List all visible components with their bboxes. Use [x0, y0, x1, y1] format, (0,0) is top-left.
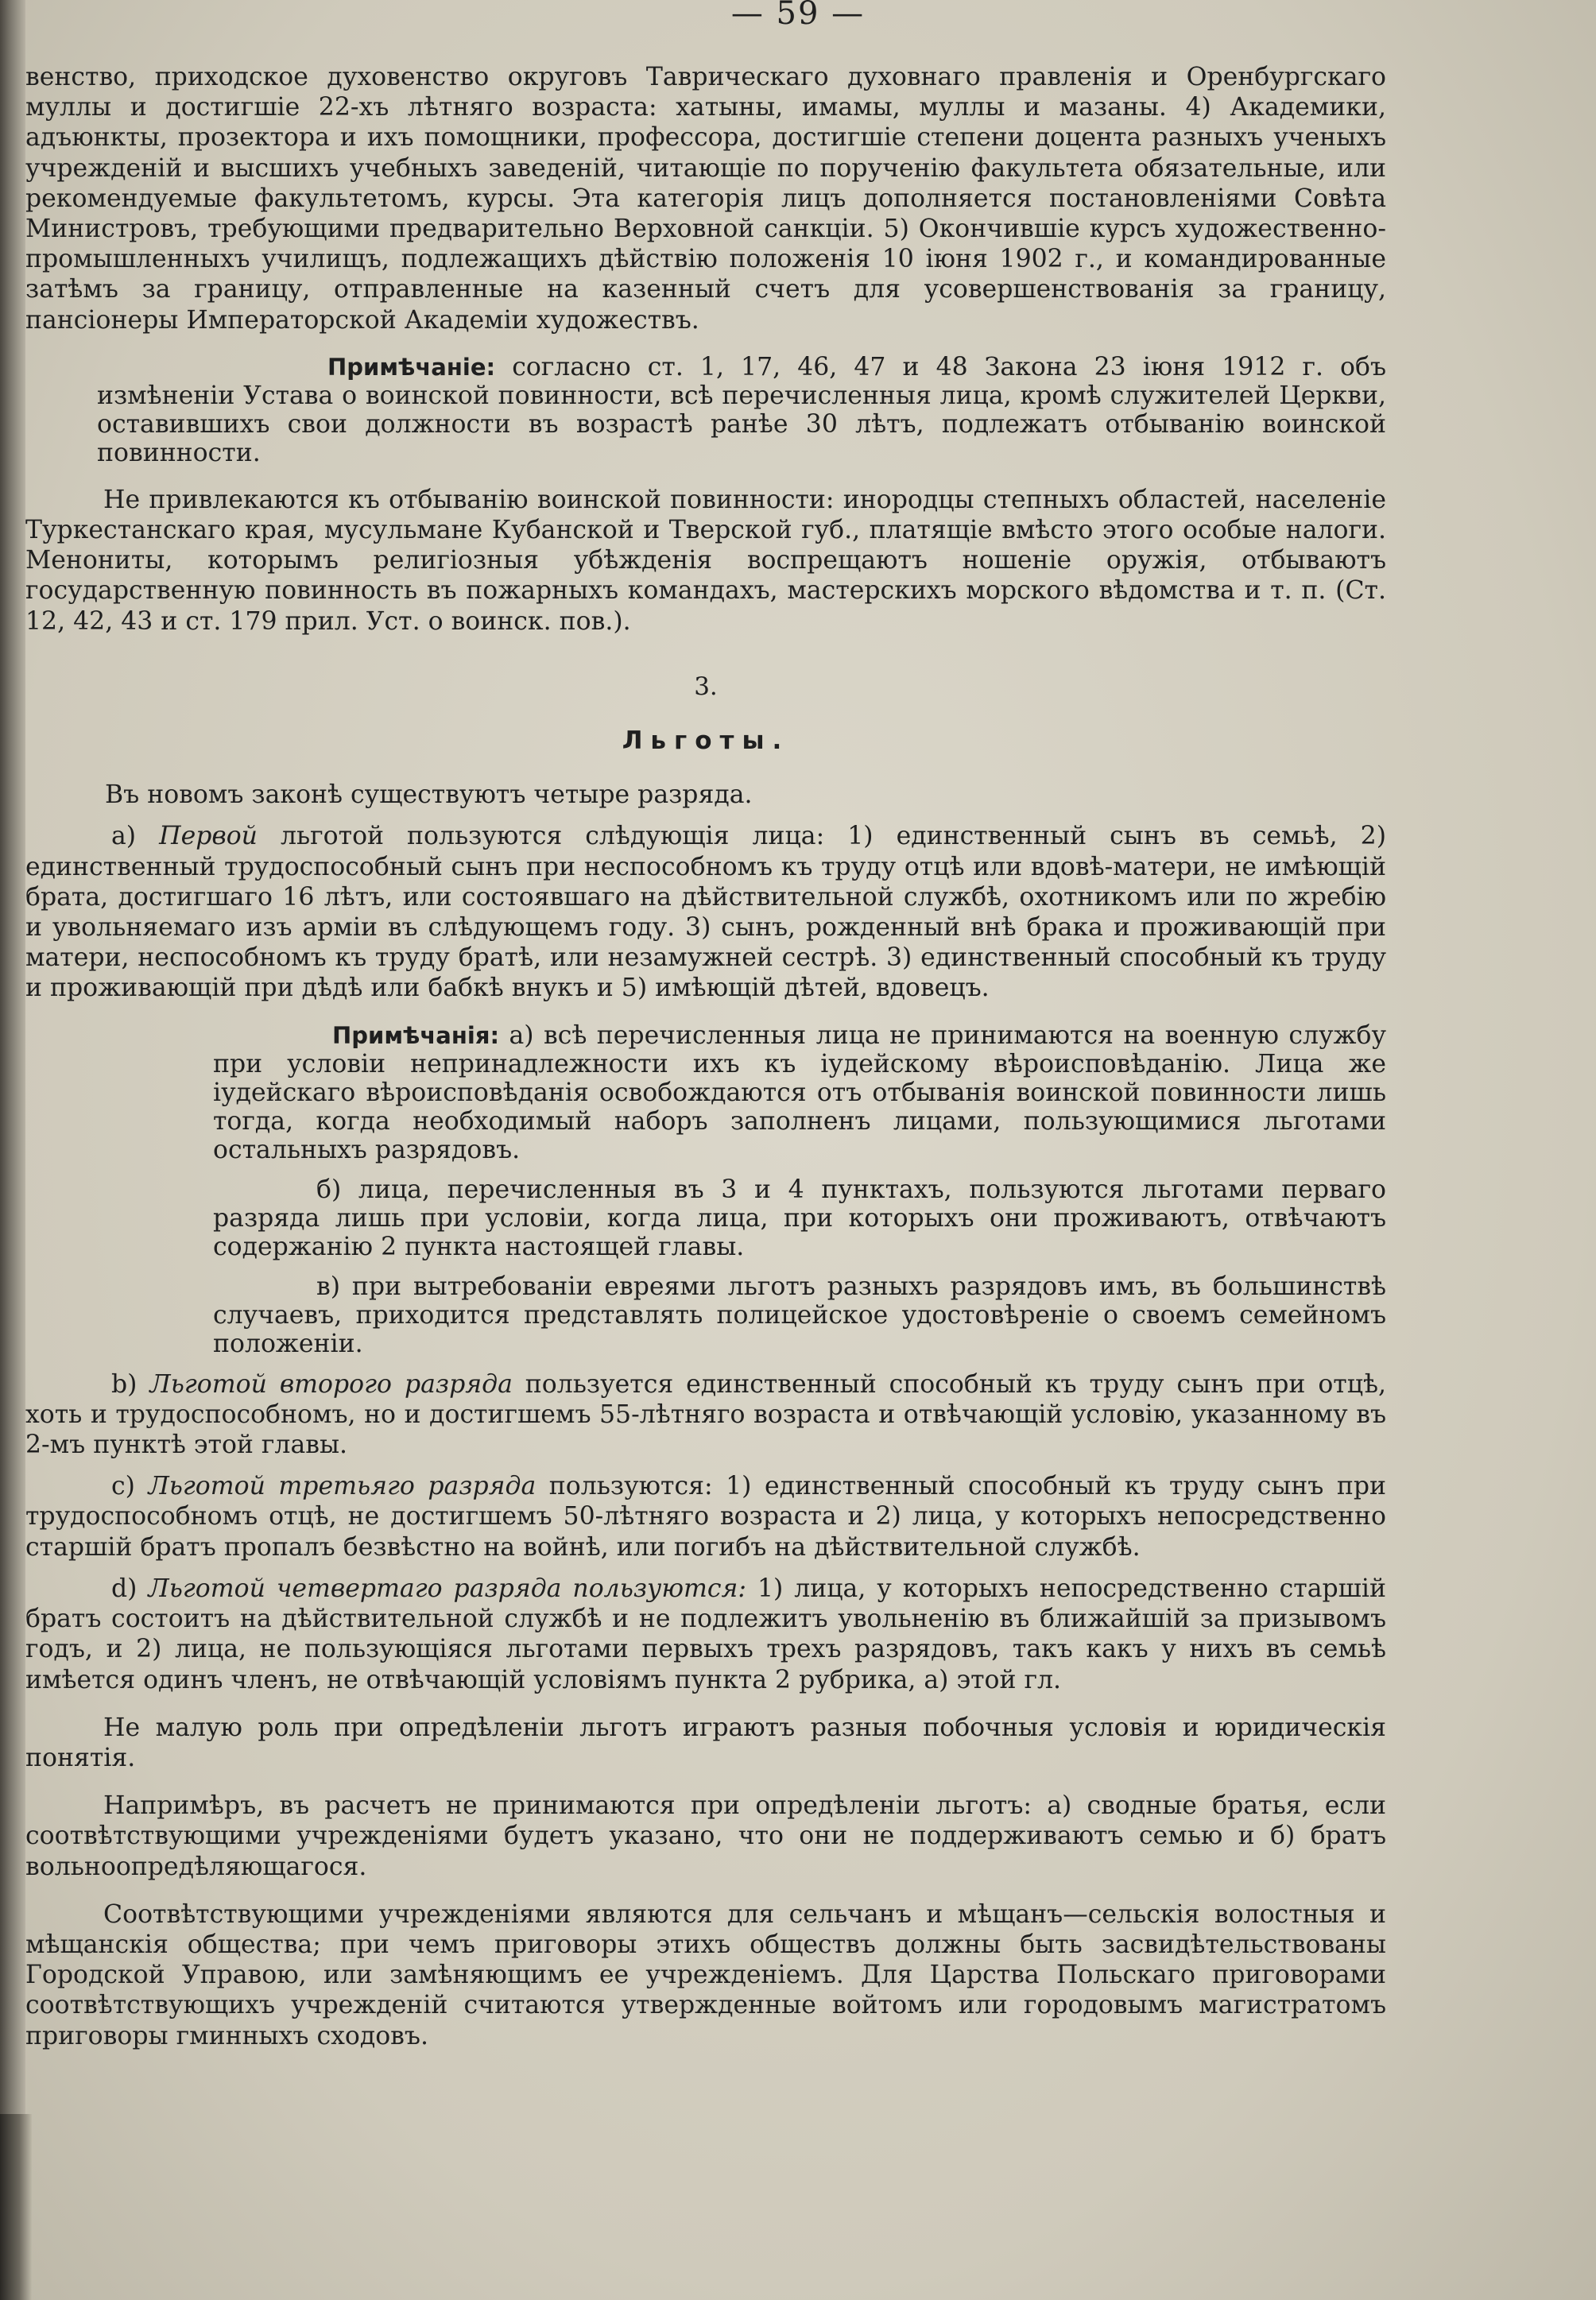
item-c-prefix: c) — [111, 1472, 149, 1501]
book-spine-shadow — [0, 0, 25, 2300]
item-b-lead: Льготой второго разряда — [149, 1369, 513, 1399]
item-c-paragraph — [25, 1471, 1386, 1562]
notes-label: Примѣчанія: — [332, 1021, 500, 1049]
note-a-paragraph — [213, 1021, 1386, 1164]
note-text: согласно ст. 1, 17, 46, 47 и 48 Закона 23 іюня 1912 г. объ измѣненіи Устава о воинской повинности, всѣ перечисленныя лица, кромѣ служителей Церкви, оставившихъ свои должности въ возрастѣ ранѣе 30 лѣтъ, подлежатъ отбыванію воинской повинности. — [97, 352, 1386, 467]
item-d-prefix: d) — [111, 1574, 149, 1603]
section-title: Льготы. — [622, 726, 790, 756]
role-paragraph: Не малую роль при опредѣленіи льготъ играютъ разныя побочныя условія и юридическія понятія. — [25, 1713, 1386, 1772]
note-paragraph — [97, 353, 1386, 467]
example-paragraph: Напримѣръ, въ расчетъ не принимаются при опредѣленіи льготъ: а) сводные братья, если соотвѣтствующими учрежденіями будетъ указано, что они не поддерживаютъ семью и б) братъ вольноопредѣляющагося. — [25, 1791, 1386, 1881]
item-a-text: льготой пользуются слѣдующія лица: 1) единственный сынъ въ семьѣ, 2) единственный трудоспособный сынъ при неспособномъ къ труду отцѣ или вдовѣ-матери, не имѣющій брата, достигшаго 16 лѣтъ, или состоявшаго на дѣйствительной службѣ, охотникомъ или по жребію и увольняемаго изъ арміи въ слѣдующемъ году. 3) сынъ, рожденный внѣ брака и проживающій при матери, неспособномъ къ труду братѣ, или незамужней сестрѣ. 3) единственный способный къ труду и проживающій при дѣдѣ или бабкѣ внукъ и 5) имѣющій дѣтей, вдовецъ. — [25, 822, 1386, 1003]
item-c-lead: Льготой третьяго разряда — [148, 1472, 537, 1501]
note-label: Примѣчаніе: — [327, 353, 496, 381]
item-c-text: пользуются: 1) единственный способный къ труду сынъ при трудоспособномъ отцѣ, не достигшемъ 50-лѣтняго возраста и 2) лица, у которыхъ непосредственно старшій братъ пропалъ безвѣстно на войнѣ, или погибъ на дѣйствительной службѣ. — [25, 1472, 1386, 1562]
book-spine-shadow-bottom — [0, 2114, 32, 2300]
opening-paragraph: венство, приходское духовенство округовъ Таврическаго духовнаго правленія и Оренбургскаго муллы и достигшіе 22-хъ лѣтняго возраста: хатыны, имамы, муллы и мазаны. 4) Академики, адъюнкты, прозектора и ихъ помощники, профессора, достигшіе степени доцента разныхъ ученыхъ учрежденій и высшихъ учебныхъ заведеній, читающіе по порученію факультета обязательные, или рекомендуемые факультетомъ, курсы. Эта категорія лицъ дополняется постановленіями Совѣта Министровъ, требующими предварительно Верховной санкціи. 5) Окончившіе курсъ художественно-промышленныхъ училищъ, подлежащихъ дѣйствію положенія 10 іюня 1902 г., и командированные затѣмъ за границу, отправленные на казенный счетъ для усовершенствованія за границу, пансіонеры Императорской Академіи художествъ. — [25, 63, 1386, 335]
item-d-lead: Льготой четвертаго разряда пользуются: — [148, 1574, 747, 1603]
page-number: — 59 — — [730, 0, 866, 32]
note-a-text: а) всѣ перечисленныя лица не принимаются на военную службу при условіи непринадлежности ихъ къ іудейскому вѣроисповѣданію. Лица же іудейскаго вѣроисповѣданія освобождаются отъ отбыванія воинской повинности лишь тогда, когда необходимый наборъ заполненъ лицами, пользующимися льготами остальныхъ разрядовъ. — [213, 1020, 1386, 1164]
page-body — [25, 62, 1386, 2051]
note-b-paragraph: б) лица, перечисленныя въ 3 и 4 пунктахъ, пользуются льготами перваго разряда лишь при условіи, когда лица, при которыхъ они проживаютъ, отвѣчаютъ содержанію 2 пункта настоящей главы. — [213, 1175, 1386, 1261]
item-b-text: пользуется единственный способный къ труду сынъ при отцѣ, хоть и трудоспособномъ, но и достигшемъ 55-лѣтняго возраста и отвѣчающій условію, указанному въ 2-мъ пунктѣ этой главы. — [25, 1369, 1386, 1460]
item-b-paragraph — [25, 1369, 1386, 1461]
item-a-lead: Первой — [159, 822, 258, 851]
institutions-paragraph: Соотвѣтствующими учрежденіями являются для сельчанъ и мѣщанъ—сельскія волостныя и мѣщанскія общества; при чемъ приговоры этихъ обществъ должны быть засвидѣтельствованы Городской Управою, или замѣняющимъ ее учрежденіемъ. Для Царства Польскаго приговорами соотвѣтствующихъ учрежденій считаются утвержденные войтомъ или городовымъ магистратомъ приговоры гминныхъ сходовъ. — [25, 1899, 1386, 2050]
exemption-paragraph: Не привлекаются къ отбыванію воинской повинности: инородцы степныхъ областей, населеніе Туркестанскаго края, мусульмане Кубанской и Тверской губ., платящіе вмѣсто этого особые налоги. Менониты, которымъ религіозныя убѣжденія воспрещаютъ ношеніе оружія, отбываютъ государственную повинность въ пожарныхъ командахъ, мастерскихъ морского вѣдомства и т. п. (Ст. 12, 42, 43 и ст. 179 прил. Уст. о воинск. пов.). — [25, 485, 1386, 636]
item-d-text: 1) лица, у которыхъ непосредственно старшій братъ состоитъ на дѣйствительной службѣ и не подлежитъ увольненію въ ближайшій за призывомъ годъ, и 2) лица, не пользующіяся льготами первыхъ трехъ разрядовъ, такъ какъ у нихъ въ семьѣ имѣется одинъ членъ, не отвѣчающій условіямъ пункта 2 рубрика, а) этой гл. — [25, 1574, 1386, 1694]
intro-paragraph: Въ новомъ законѣ существуютъ четыре разряда. — [105, 780, 753, 810]
item-b-prefix: b) — [111, 1369, 150, 1399]
notes-block — [213, 1021, 1386, 1358]
item-a-prefix: а) — [111, 822, 160, 851]
item-a-paragraph — [25, 821, 1386, 1003]
note-c-paragraph: в) при вытребованіи евреями льготъ разныхъ разрядовъ имъ, въ большинствѣ случаевъ, приходится представлять полицейское удостовѣреніе о своемъ семейномъ положеніи. — [213, 1272, 1386, 1358]
section-number: 3. — [694, 672, 718, 701]
item-d-paragraph — [25, 1574, 1386, 1695]
